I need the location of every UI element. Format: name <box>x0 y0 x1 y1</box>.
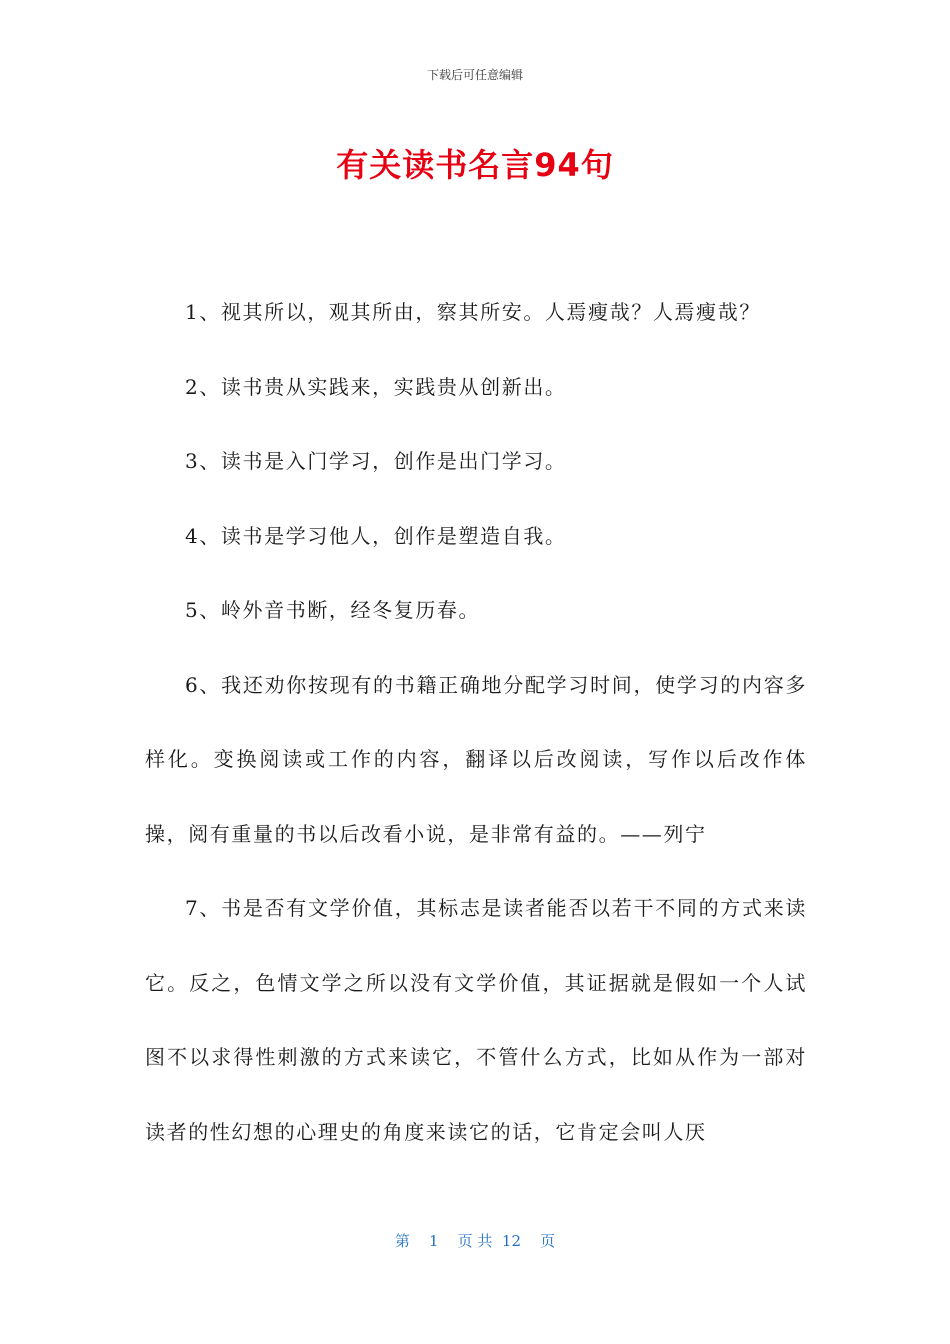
paragraph-6: 6、我还劝你按现有的书籍正确地分配学习时间，使学习的内容多样化。变换阅读或工作的内容，翻译以后改阅读，写作以后改作体操，阅有重量的书以后改看小说，是非常有益的。——列宁 <box>145 672 807 846</box>
paragraph-7: 7、书是否有文学价值，其标志是读者能否以若干不同的方式来读它。反之，色情文学之所以没有文学价值，其证据就是假如一个人试图不以求得性刺激的方式来读它，不管什么方式，比如从作为一部对读者的性幻想的心理史的角度来读它的话，它肯定会叫人厌 <box>145 896 807 1144</box>
page-prefix: 第 <box>394 1232 410 1250</box>
document-title: 有关读书名言94句 <box>336 146 614 184</box>
document-body <box>145 275 807 1169</box>
paragraph-1: 1、视其所以，观其所由，察其所安。人焉瘦哉？人焉瘦哉？ <box>185 300 761 324</box>
paragraph-5: 5、岭外音书断，经冬复历春。 <box>185 598 481 622</box>
header-note: 下载后可任意编辑 <box>426 68 523 82</box>
page-current: 1 <box>428 1232 439 1250</box>
paragraph-3: 3、读书是入门学习，创作是出门学习。 <box>185 449 567 473</box>
page-suffix: 页 <box>540 1232 556 1250</box>
paragraph-2: 2、读书贵从实践来，实践贵从创新出。 <box>185 374 567 399</box>
paragraph-4: 4、读书是学习他人，创作是塑造自我。 <box>185 523 567 548</box>
page-footer <box>0 1230 950 1251</box>
page-middle: 页 共 <box>457 1232 493 1250</box>
page-total: 12 <box>501 1232 522 1250</box>
